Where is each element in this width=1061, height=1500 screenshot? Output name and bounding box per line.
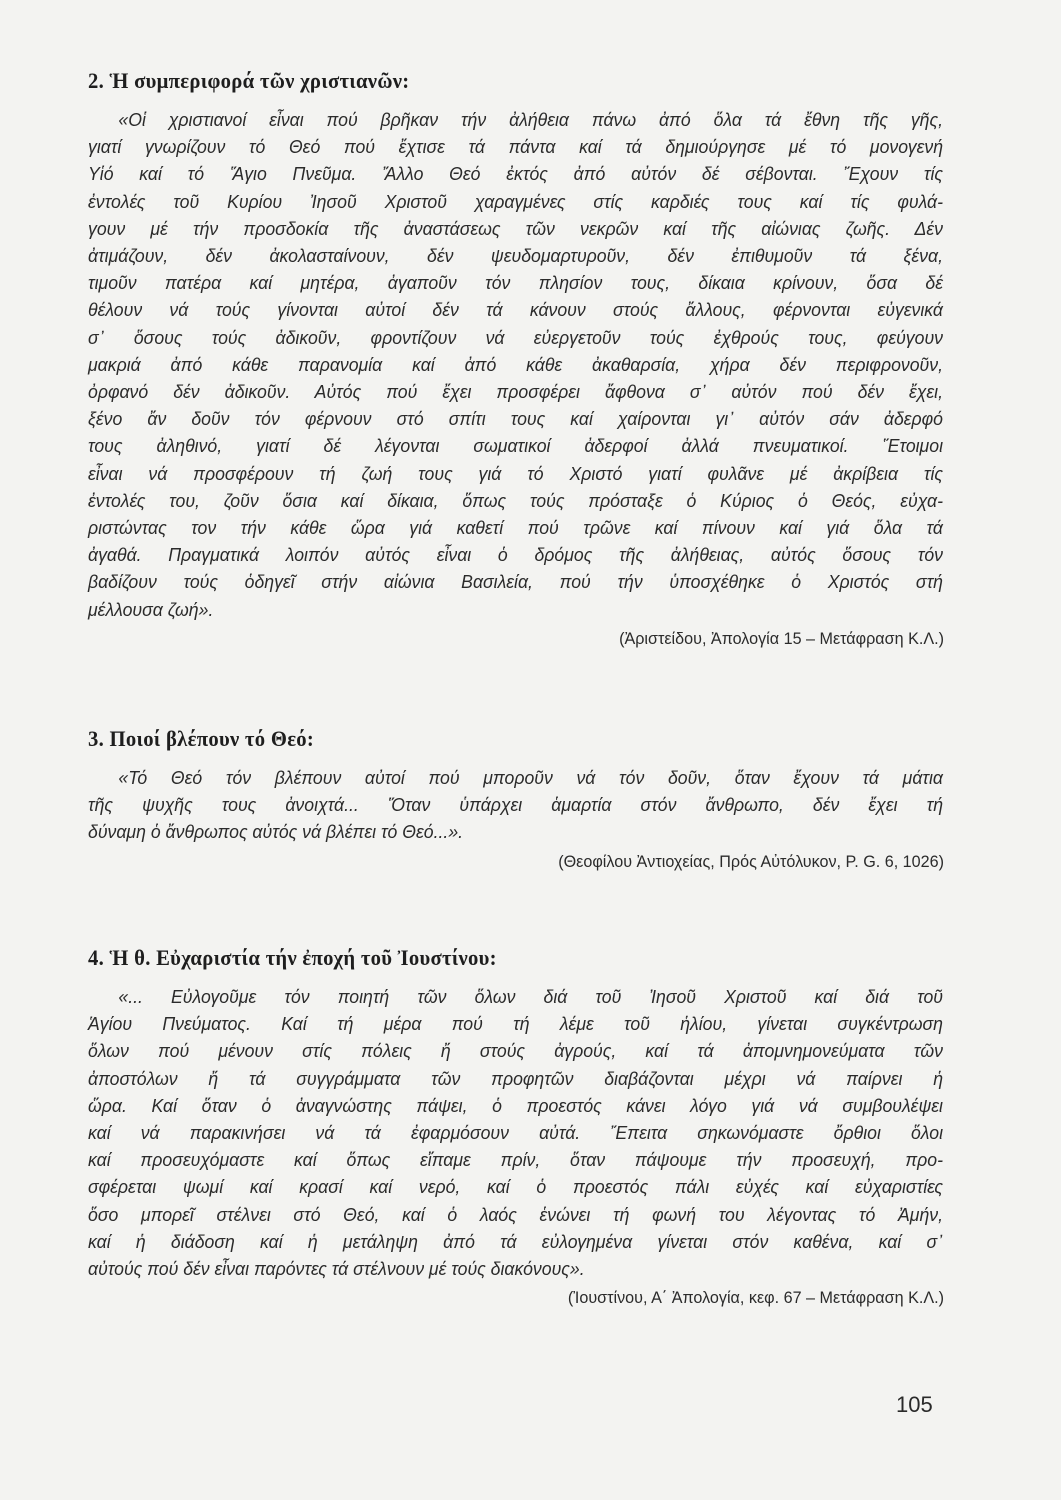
quote-source: (Θεοφίλου Ἀντιοχείας, Πρός Αὐτόλυκον, P. G. 6, 1026) xyxy=(558,851,944,871)
quote-line: καί νά παρακινήσει νά τά ἐφαρμόσουν αὐτά. Ἔπειτα σηκωνόμαστε ὄρθιοι ὅλοι xyxy=(88,1122,943,1144)
section-who-sees-god xyxy=(88,726,944,872)
quote-line: ὅσο μπορεῖ στέλνει στό Θεό, καί ὁ λαός ἑνώνει τή φωνή του λέγοντας τό Ἀμήν, xyxy=(88,1203,943,1225)
quote-line: καί ἡ διάδοση καί ἡ μετάληψη ἀπό τά εὐλογημένα γίνεται στόν καθένα, καί σ᾽ xyxy=(88,1230,943,1252)
quote-line: ἀποστόλων ἤ τά συγγράμματα τῶν προφητῶν διαβάζονται μέχρι νά παίρνει ἡ xyxy=(88,1067,943,1089)
quote-line: καί προσευχόμαστε καί ὅπως εἴπαμε πρίν, ὅταν πάψουμε τήν προσευχή, προ- xyxy=(88,1149,943,1171)
quote-line: ἀτιμάζουν, δέν ἀκολασταίνουν, δέν ψευδομαρτυροῦν, δέν ἐπιθυμοῦν τά ξένα, xyxy=(88,245,943,267)
quote-line: εἶναι νά προσφέρουν τή ζωή τους γιά τό Χριστό γιατί φυλᾶνε μέ ἀκρίβεια τίς xyxy=(88,462,943,484)
quote-line: ἀγαθά. Πραγματικά λοιπόν αὐτός εἶναι ὁ δρόμος τῆς ἀλήθειας, αὐτός ὅσους τόν xyxy=(88,544,943,566)
quote-line: θέλουν νά τούς γίνονται αὐτοί δέν τά κάνουν στούς ἄλλους, φέρνονται εὐγενικά xyxy=(88,299,943,321)
quote-block xyxy=(88,764,943,846)
quote-line: ὅλων πού μένουν στίς πόλεις ἤ στούς ἀγρούς, καί τά ἀπομνημονεύματα τῶν xyxy=(88,1040,943,1062)
quote-line: Ἁγίου Πνεύματος. Καί τή μέρα πού τή λέμε τοῦ ἡλίου, γίνεται συγκέντρωση xyxy=(88,1013,943,1035)
quote-line: γιατί γνωρίζουν τό Θεό πού ἔχτισε τά πάντα καί τά δημιούργησε μέ τό μονογενή xyxy=(88,136,943,158)
quote-line: τῆς ψυχῆς τους ἀνοιχτά... Ὅταν ὑπάρχει ἁμαρτία στόν ἄνθρωπο, δέν ἔχει τή xyxy=(88,794,943,816)
quote-source: (Ἀριστείδου, Ἀπολογία 15 – Μετάφραση Κ.Λ.) xyxy=(619,628,944,648)
quote-line: αὐτούς πού δέν εἶναι παρόντες τά στέλνουν μέ τούς διακόνους». xyxy=(88,1258,585,1280)
quote-line: «Τό Θεό τόν βλέπουν αὐτοί πού μποροῦν νά τόν δοῦν, ὅταν ἔχουν τά μάτια xyxy=(118,767,943,788)
quote-line: ξένο ἄν δοῦν τόν φέρνουν στό σπίτι τους καί χαίρονται γι᾽ αὐτόν σάν ἀδερφό xyxy=(88,408,943,430)
section-heading: 2. Ἡ συμπεριφορά τῶν χριστιανῶν: xyxy=(88,68,410,93)
section-christian-conduct xyxy=(88,68,944,649)
section-eucharist-justin xyxy=(88,945,944,1308)
quote-line: τους ἀληθινό, γιατί δέ λέγονται σωματικοί ἀδερφοί ἀλλά πνευματικοί. Ἕτοιμοι xyxy=(88,435,943,457)
section-heading: 3. Ποιοί βλέπουν τό Θεό: xyxy=(88,726,315,751)
quote-line: σφέρεται ψωμί καί κρασί καί νερό, καί ὁ προεστός πάλι εὐχές καί εὐχαριστίες xyxy=(88,1176,943,1198)
quote-block xyxy=(88,106,943,623)
quote-line: βαδίζουν τούς ὁδηγεῖ στήν αἰώνια Βασιλεία, πού τήν ὑποσχέθηκε ὁ Χριστός στή xyxy=(88,571,943,593)
quote-line: ἐντολές τοῦ Κυρίου Ἰησοῦ Χριστοῦ χαραγμένες στίς καρδιές τους καί τίς φυλά- xyxy=(88,190,943,212)
quote-block xyxy=(88,983,943,1282)
quote-source: (Ἰουστίνου, Α΄ Ἀπολογία, κεφ. 67 – Μετάφραση Κ.Λ.) xyxy=(567,1288,944,1308)
quote-line: μέλλουσα ζωή». xyxy=(88,598,214,620)
quote-line: γουν μέ τήν προσδοκία τῆς ἀναστάσεως τῶν νεκρῶν καί τῆς αἰώνιας ζωῆς. Δέν xyxy=(88,217,943,239)
quote-line: ὥρα. Καί ὅταν ὁ ἀναγνώστης πάψει, ὁ προεστός κάνει λόγο γιά νά συμβουλέψει xyxy=(88,1094,943,1116)
quote-line: «... Εὐλογοῦμε τόν ποιητή τῶν ὅλων διά τοῦ Ἰησοῦ Χριστοῦ καί διά τοῦ xyxy=(118,986,943,1007)
quote-line: ἐντολές του, ζοῦν ὅσια καί δίκαια, ὅπως τούς πρόσταξε ὁ Κύριος ὁ Θεός, εὐχα- xyxy=(88,489,943,511)
quote-line: «Οἱ χριστιανοί εἶναι πού βρῆκαν τήν ἀλήθεια πάνω ἀπό ὅλα τά ἔθνη τῆς γῆς, xyxy=(118,109,943,130)
quote-line: δύναμη ὁ ἄνθρωπος αὐτός νά βλέπει τό Θεό...». xyxy=(88,821,464,843)
quote-line: μακριά ἀπό κάθε παρανομία καί ἀπό κάθε ἀκαθαρσία, χήρα δέν περιφρονοῦν, xyxy=(88,353,943,375)
quote-line: ριστώντας τον τήν κάθε ὥρα γιά καθετί πού τρῶνε καί πίνουν καί γιά ὅλα τά xyxy=(88,517,943,539)
quote-line: Υἱό καί τό Ἅγιο Πνεῦμα. Ἄλλο Θεό ἐκτός ἀπό αὐτόν δέ σέβονται. Ἔχουν τίς xyxy=(88,163,943,185)
quote-line: ὀρφανό δέν ἀδικοῦν. Αὐτός πού ἔχει προσφέρει ἄφθονα σ᾽ αὐτόν πού δέν ἔχει, xyxy=(88,381,943,403)
page-number: 105 xyxy=(896,1392,933,1417)
quote-line: τιμοῦν πατέρα καί μητέρα, ἀγαποῦν τόν πλησίον τους, δίκαια κρίνουν, ὅσα δέ xyxy=(88,272,943,294)
section-heading: 4. Ἡ θ. Εὐχαριστία τήν ἐποχή τοῦ Ἰουστίνου: xyxy=(88,945,497,970)
quote-line: σ᾽ ὅσους τούς ἀδικοῦν, φροντίζουν νά εὐεργετοῦν τούς ἐχθρούς τους, φεύγουν xyxy=(88,326,943,348)
